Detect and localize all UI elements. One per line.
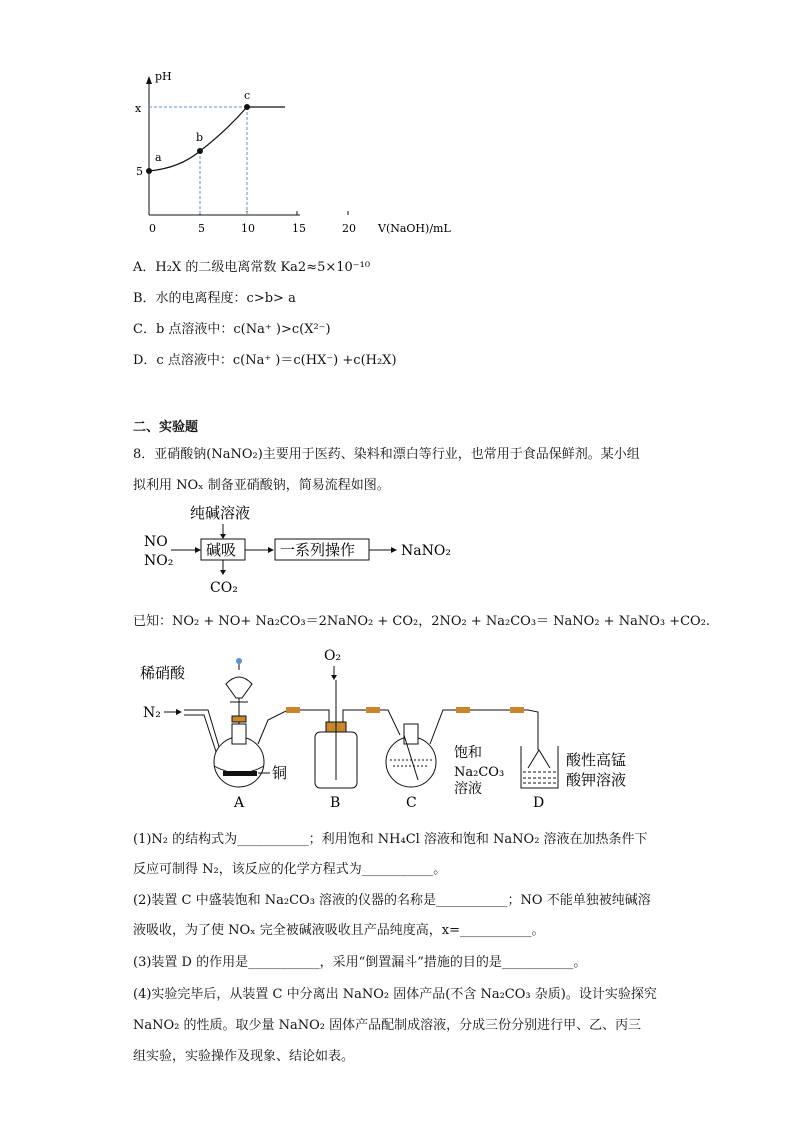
flow-product: NaNO₂	[401, 543, 451, 559]
section-title: 二、实验题	[133, 420, 199, 435]
label-a: A	[234, 795, 245, 811]
separatory-funnel	[226, 677, 252, 698]
y-tick-x: x	[135, 102, 142, 115]
ph-curve	[149, 107, 285, 171]
label-d-1: 酸性高锰	[566, 751, 627, 769]
label-n2: N₂	[143, 705, 161, 721]
point-b-label: b	[196, 131, 204, 144]
q8-intro-2: 拟利用 NOₓ 制备亚硝酸钠，简易流程如图。	[133, 478, 390, 493]
option-b: B．水的电离程度：c>b> a	[133, 291, 296, 306]
flow-box-2: 一系列操作	[280, 541, 356, 559]
label-copper: 铜	[272, 764, 288, 782]
point-a	[146, 168, 152, 174]
label-o2: O₂	[324, 648, 342, 664]
flow-box-1: 碱吸	[206, 541, 237, 559]
label-dilute-nitric-acid: 稀硝酸	[140, 664, 186, 682]
x-tick-0: 0	[149, 222, 156, 235]
q8-sub4-line1: (4)实验完毕后，从装置 C 中分离出 NaNO₂ 固体产品(不含 Na₂CO₃ 杂质)。设计实验探究	[133, 987, 657, 1002]
option-a: A．H₂X 的二级电离常数 Ka2≈5×10⁻¹⁰	[133, 260, 371, 275]
point-b	[197, 148, 203, 154]
q8-sub2-line2: 液吸收，为了使 NOₓ 完全被碱液吸收且产品纯度高，x=___________。	[133, 923, 545, 938]
x-tick-15: 15	[292, 222, 306, 235]
x-tick-10: 10	[241, 222, 255, 235]
flow-reagent: 纯碱溶液	[190, 504, 251, 522]
q8-sub4-line2: NaNO₂ 的性质。取少量 NaNO₂ 固体产品配制成溶液，分成三份分别进行甲、乙、丙三	[133, 1018, 642, 1033]
flow-byproduct: CO₂	[210, 580, 238, 596]
q8-sub1-line1: (1)N₂ 的结构式为___________；利用饱和 NH₄Cl 溶液和饱和 NaNO₂ 溶液在加热条件下	[133, 832, 648, 847]
option-c: C．b 点溶液中：c(Na⁺ )>c(X²⁻)	[133, 322, 331, 337]
q8-sub3: (3)装置 D 的作用是___________，采用“倒置漏斗”措施的目的是___________。	[133, 955, 587, 970]
label-d-2: 酸钾溶液	[566, 771, 627, 789]
point-c	[244, 104, 250, 110]
q8-known: 已知：NO₂ + NO+ Na₂CO₃＝2NaNO₂ + CO₂，2NO₂ + Na₂CO₃＝ NaNO₂ + NaNO₃ +CO₂.	[133, 614, 711, 629]
label-c-1: 饱和	[454, 745, 482, 761]
apparatus-diagram	[138, 640, 668, 815]
point-a-label: a	[155, 151, 162, 164]
q8-sub2-line1: (2)装置 C 中盛装饱和 Na₂CO₃ 溶液的仪器的名称是___________；NO 不能单独被纯碱溶	[133, 893, 651, 908]
y-tick-5: 5	[136, 165, 143, 178]
ph-titration-graph	[125, 60, 465, 245]
x-tick-20: 20	[342, 222, 356, 235]
q8-sub1-line2: 反应可制得 N₂，该反应的化学方程式为___________。	[133, 862, 447, 877]
y-axis-label: pH	[155, 70, 172, 83]
q8-intro-1: 8．亚硝酸钠(NaNO₂)主要用于医药、染料和漂白等行业，也常用于食品保鲜剂。某小组	[133, 447, 640, 462]
label-c: C	[406, 795, 417, 811]
flow-input-no: NO	[144, 534, 168, 550]
label-d: D	[533, 795, 545, 811]
option-d: D．c 点溶液中：c(Na⁺ )＝c(HX⁻) +c(H₂X)	[133, 353, 397, 368]
beaker-d	[521, 746, 558, 788]
q8-sub4-line3: 组实验，实验操作及现象、结论如表。	[133, 1049, 355, 1064]
x-axis-label: V(NaOH)/mL	[378, 222, 451, 235]
flow-input-no2: NO₂	[144, 553, 174, 569]
point-c-label: c	[244, 89, 251, 102]
label-c-3: 溶液	[454, 781, 482, 797]
label-c-2: Na₂CO₃	[454, 765, 505, 780]
flow-chart	[135, 498, 465, 598]
copper-piece	[223, 771, 257, 776]
label-b: B	[330, 795, 341, 811]
x-tick-5: 5	[198, 222, 205, 235]
